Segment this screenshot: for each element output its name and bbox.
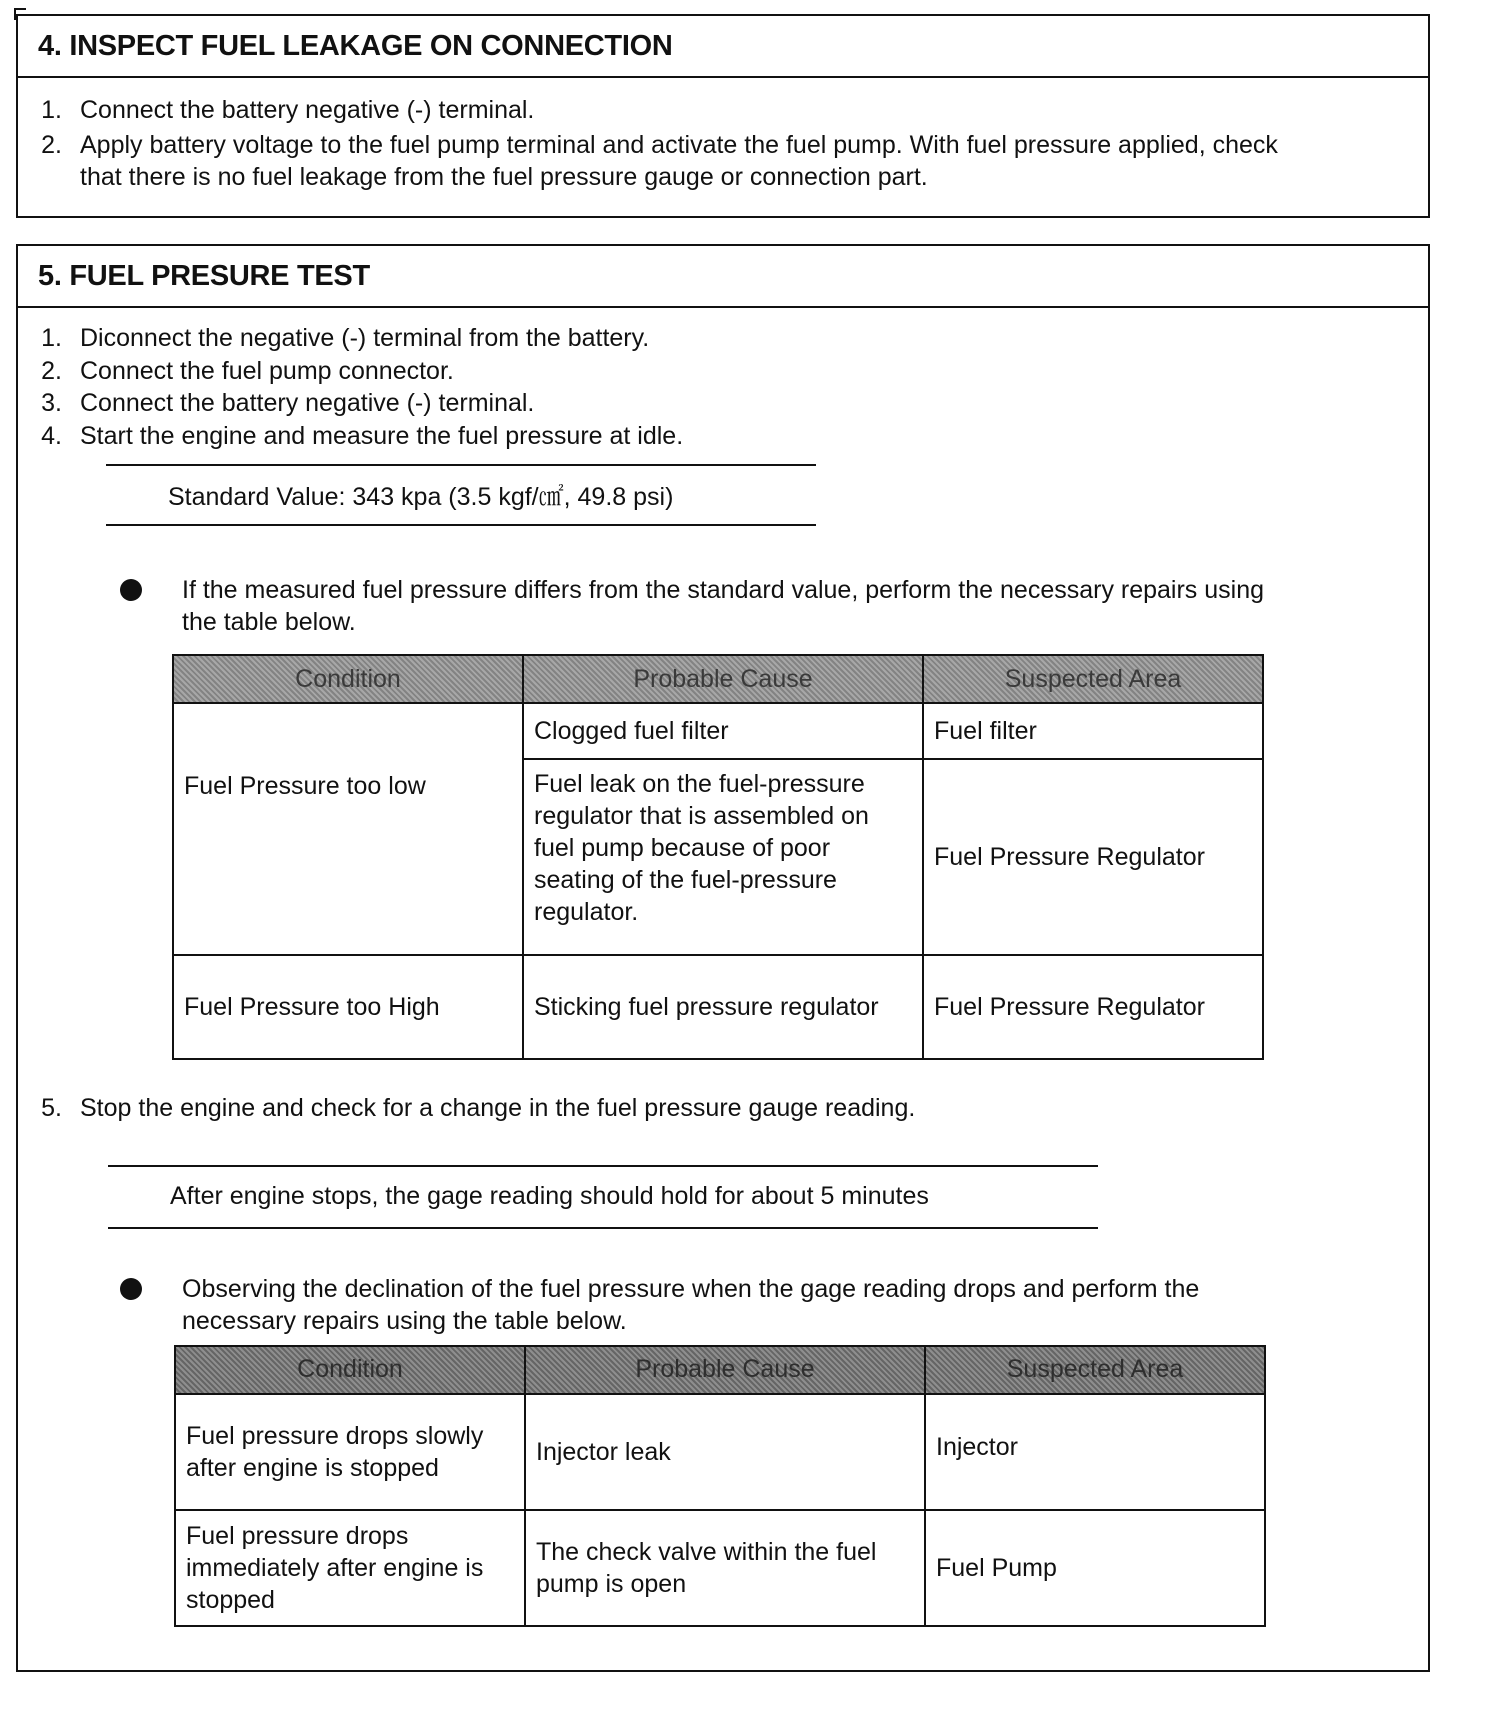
step-text: Connect the battery negative (-) terminal. <box>80 389 535 417</box>
step-text: Diconnect the negative (-) terminal from the battery. <box>80 324 650 352</box>
repair-note-2 <box>108 1273 1288 1337</box>
table-header-row <box>175 1346 1265 1394</box>
area-cell: Fuel filter <box>923 703 1263 759</box>
section-5-step-5 <box>18 1092 1428 1125</box>
repair-note-1 <box>108 574 1268 638</box>
hold-note-box <box>108 1165 1098 1229</box>
fuel-pressure-table <box>172 654 1264 1060</box>
section-inspect-fuel-leakage <box>16 14 1430 218</box>
step <box>18 129 1428 194</box>
section-5-title: 5. FUEL PRESURE TEST <box>18 246 1428 308</box>
section-4-title: 4. INSPECT FUEL LEAKAGE ON CONNECTION <box>18 16 1428 78</box>
repair-note-2-text: Observing the declination of the fuel pressure when the gage reading drops and perform the necessary repairs using the table below. <box>182 1274 1200 1335</box>
step-number: 3. <box>41 389 62 417</box>
condition-cell: Fuel pressure drops slowly after engine is stopped <box>175 1394 525 1510</box>
header-suspected-area: Suspected Area <box>923 655 1263 703</box>
bullet-icon <box>120 1278 142 1300</box>
table-row <box>175 1510 1265 1626</box>
step-text: Stop the engine and check for a change in the fuel pressure gauge reading. <box>80 1094 916 1122</box>
standard-value-box <box>106 464 816 526</box>
bullet-icon <box>120 579 142 601</box>
table-header-row <box>173 655 1263 703</box>
step-text: Connect the battery negative (-) terminal. <box>80 96 535 124</box>
cause-cell: Sticking fuel pressure regulator <box>523 955 923 1059</box>
step-text: Apply battery voltage to the fuel pump terminal and activate the fuel pump. With fuel pressure applied, check that there is no fuel leakage from the fuel pressure gauge or connection part. <box>80 130 1278 191</box>
step-number: 5. <box>41 1094 62 1122</box>
condition-cell: Fuel Pressure too High <box>173 955 523 1059</box>
header-probable-cause: Probable Cause <box>525 1346 925 1394</box>
area-cell: Fuel Pressure Regulator <box>923 955 1263 1059</box>
step <box>18 94 1428 127</box>
step <box>18 420 1428 453</box>
table-row <box>175 1394 1265 1510</box>
step-number: 2. <box>41 356 62 385</box>
table-row <box>173 703 1263 759</box>
condition-cell: Fuel Pressure too low <box>173 703 523 955</box>
step <box>18 322 1428 355</box>
step-number: 2. <box>41 130 62 159</box>
header-suspected-area: Suspected Area <box>925 1346 1265 1394</box>
area-cell: Fuel Pump <box>925 1510 1265 1626</box>
step-text: Start the engine and measure the fuel pressure at idle. <box>80 421 684 450</box>
step-number: 4. <box>41 421 62 450</box>
step-number: 1. <box>41 324 62 352</box>
section-4-steps <box>18 94 1428 194</box>
step <box>18 387 1428 420</box>
cause-cell: Fuel leak on the fuel-pressure regulator that is assembled on fuel pump because of poor seating of the fuel-pressure regulator. <box>523 759 923 955</box>
standard-value-text: Standard Value: 343 kpa (3.5 kgf/㎠, 49.8 psi) <box>168 483 674 511</box>
area-cell: Fuel Pressure Regulator <box>923 759 1263 955</box>
cause-cell: The check valve within the fuel pump is open <box>525 1510 925 1626</box>
cause-cell: Clogged fuel filter <box>523 703 923 759</box>
cause-cell: Injector leak <box>525 1394 925 1510</box>
hold-note-text: After engine stops, the gage reading should hold for about 5 minutes <box>170 1182 929 1210</box>
step-text: Connect the fuel pump connector. <box>80 356 454 385</box>
condition-cell: Fuel pressure drops immediately after engine is stopped <box>175 1510 525 1626</box>
area-cell: Injector <box>925 1394 1265 1510</box>
step <box>18 355 1428 388</box>
section-5-steps <box>18 322 1428 452</box>
step <box>18 1092 1428 1125</box>
section-fuel-pressure-test <box>16 244 1430 1672</box>
step-number: 1. <box>41 96 62 124</box>
header-condition: Condition <box>175 1346 525 1394</box>
header-condition: Condition <box>173 655 523 703</box>
pressure-drop-table <box>174 1345 1266 1627</box>
table-row <box>173 955 1263 1059</box>
repair-note-1-text: If the measured fuel pressure differs from the standard value, perform the necessary repairs using the table below. <box>182 576 1265 636</box>
header-probable-cause: Probable Cause <box>523 655 923 703</box>
